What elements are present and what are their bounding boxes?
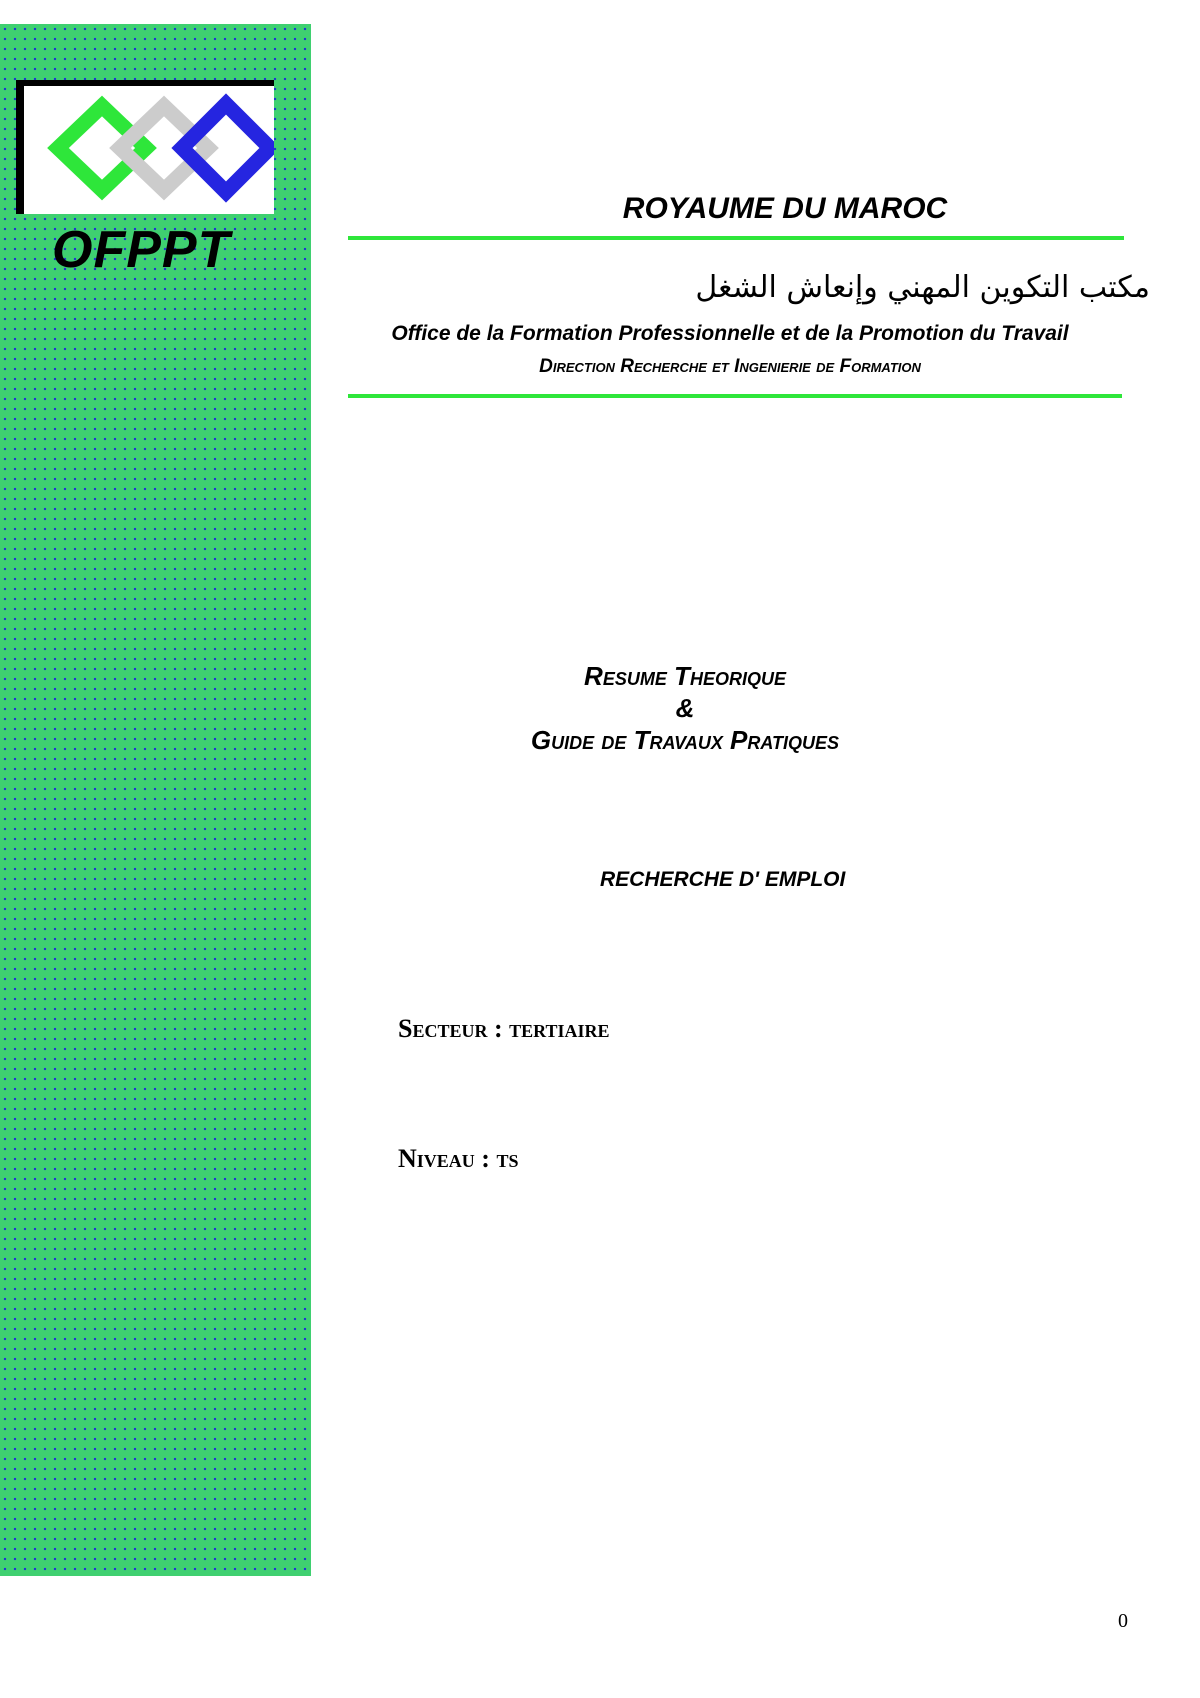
direction-name: Direction Recherche et Ingenierie de Formation <box>539 356 921 377</box>
arabic-office-name: مكتب التكوين المهني وإنعاش الشغل <box>695 270 1150 305</box>
country-heading: ROYAUME DU MAROC <box>622 192 948 225</box>
title-ampersand: & <box>675 693 695 723</box>
top-divider <box>348 236 1124 240</box>
secteur-field: Secteur : tertiaire <box>398 1014 610 1043</box>
bottom-divider <box>348 394 1122 398</box>
title-line-1: Resume Theorique <box>584 661 786 691</box>
title-line-3: Guide de Travaux Pratiques <box>530 725 840 755</box>
module-name: RECHERCHE D' EMPLOI <box>600 868 846 891</box>
logo-text: OFPPT <box>52 221 231 279</box>
niveau-field: Niveau : ts <box>398 1144 519 1173</box>
office-name: Office de la Formation Professionnelle et de la Promotion du Travail <box>391 322 1069 345</box>
page-number: 0 <box>1118 1610 1128 1632</box>
logo <box>16 80 274 214</box>
interlocked-diamonds-icon <box>24 86 274 214</box>
document-title <box>400 660 970 756</box>
